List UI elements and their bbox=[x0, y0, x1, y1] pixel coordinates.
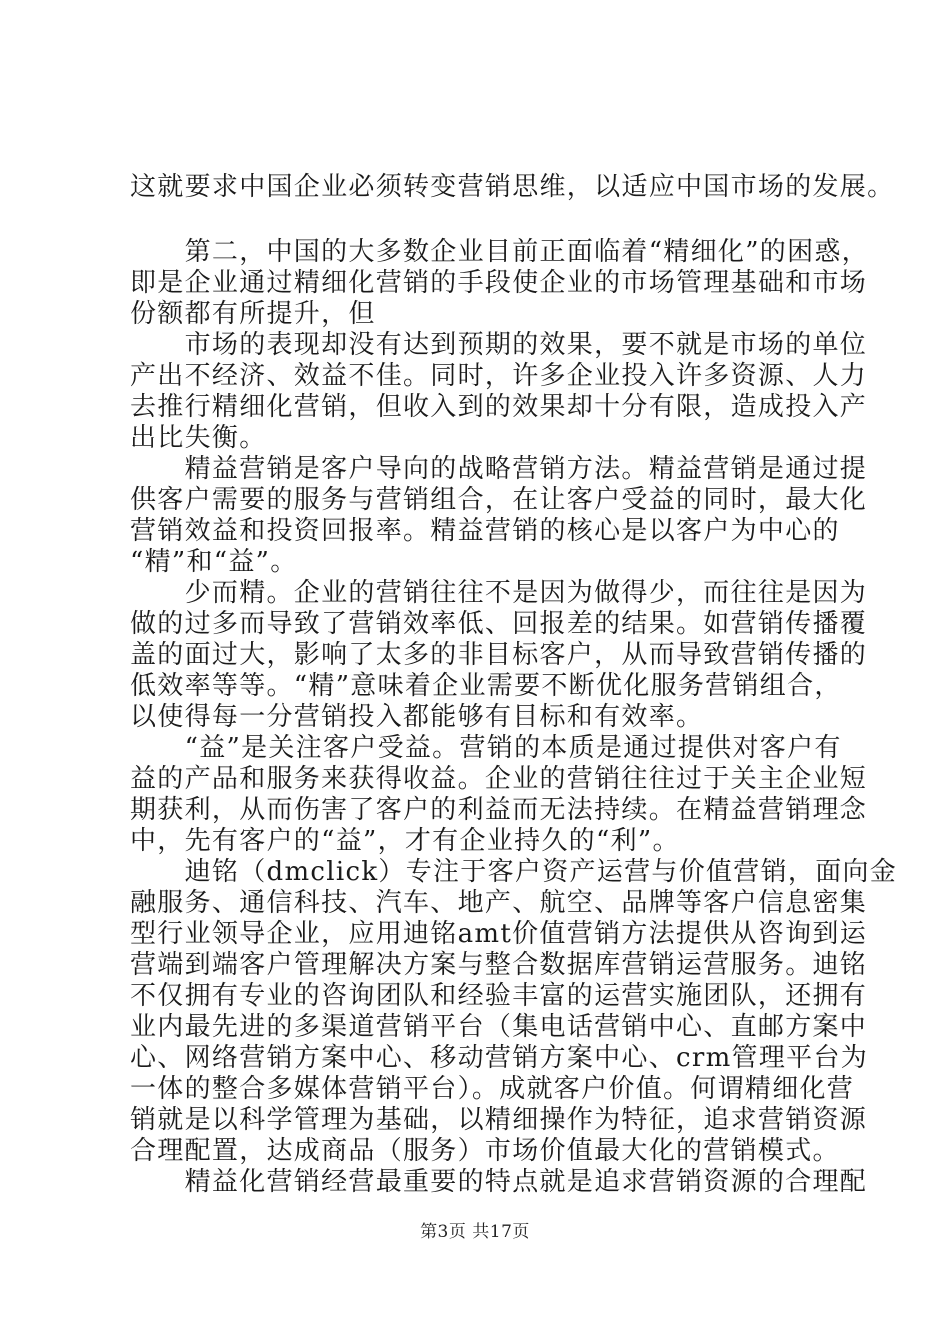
text-line: 低效率等等。“精”意味着企业需要不断优化服务营销组合， bbox=[130, 671, 842, 701]
text-line: 产出不经济、效益不佳。同时，许多企业投入许多资源、人力 bbox=[130, 361, 868, 391]
text-line: 迪铭（dmclick）专注于客户资产运营与价值营销，面向金 bbox=[130, 857, 898, 887]
text-line: 合理配置，达成商品（服务）市场价值最大化的营销模式。 bbox=[130, 1136, 840, 1166]
text-line: 融服务、通信科技、汽车、地产、航空、品牌等客户信息密集 bbox=[130, 888, 868, 918]
text-line: 营端到端客户管理解决方案与整合数据库营销运营服务。迪铭 bbox=[130, 950, 868, 980]
text-line: 中，先有客户的“益”，才有企业持久的“利”。 bbox=[130, 826, 680, 856]
text-line: 去推行精细化营销，但收入到的效果却十分有限，造成投入产 bbox=[130, 392, 868, 422]
text-line: 心、网络营销方案中心、移动营销方案中心、crm管理平台为 bbox=[130, 1043, 869, 1073]
text-line: “精”和“益”。 bbox=[130, 547, 298, 577]
text-line: 供客户需要的服务与营销组合，在让客户受益的同时，最大化 bbox=[130, 485, 868, 515]
text-line: 型行业领导企业，应用迪铭amt价值营销方法提供从咨询到运 bbox=[130, 919, 868, 949]
text-line: 份额都有所提升，但 bbox=[130, 299, 376, 329]
text-line: 不仅拥有专业的咨询团队和经验丰富的运营实施团队，还拥有 bbox=[130, 981, 868, 1011]
text-line: 精益营销是客户导向的战略营销方法。精益营销是通过提 bbox=[130, 454, 868, 484]
text-line: 以使得每一分营销投入都能够有目标和有效率。 bbox=[130, 702, 704, 732]
text-line: 即是企业通过精细化营销的手段使企业的市场管理基础和市场 bbox=[130, 268, 868, 298]
text-line: 第二，中国的大多数企业目前正面临着“精细化”的困惑， bbox=[130, 237, 869, 267]
text-line: 少而精。企业的营销往往不是因为做得少，而往往是因为 bbox=[130, 578, 868, 608]
text-line: 市场的表现却没有达到预期的效果，要不就是市场的单位 bbox=[130, 330, 868, 360]
text-line: 做的过多而导致了营销效率低、回报差的结果。如营销传播覆 bbox=[130, 609, 868, 639]
text-line: “益”是关注客户受益。营销的本质是通过提供对客户有 bbox=[130, 733, 842, 763]
page-number-footer: 第3页 共17页 bbox=[420, 1222, 530, 1242]
text-line: 精益化营销经营最重要的特点就是追求营销资源的合理配 bbox=[130, 1167, 868, 1197]
body-text bbox=[130, 172, 898, 1198]
text-line: 销就是以科学管理为基础，以精细操作为特征，追求营销资源 bbox=[130, 1105, 868, 1135]
text-line: 盖的面过大，影响了太多的非目标客户，从而导致营销传播的 bbox=[130, 640, 868, 670]
blank-line bbox=[130, 203, 830, 237]
text-line: 一体的整合多媒体营销平台）。成就客户价值。何谓精细化营 bbox=[130, 1074, 855, 1104]
text-line: 出比失衡。 bbox=[130, 423, 267, 453]
text-line: 益的产品和服务来获得收益。企业的营销往往过于关主企业短 bbox=[130, 764, 868, 794]
text-line: 业内最先进的多渠道营销平台（集电话营销中心、直邮方案中 bbox=[130, 1012, 868, 1042]
text-line: 这就要求中国企业必须转变营销思维，以适应中国市场的发展。 bbox=[130, 172, 895, 202]
text-line: 期获利，从而伤害了客户的利益而无法持续。在精益营销理念 bbox=[130, 795, 868, 825]
text-line: 营销效益和投资回报率。精益营销的核心是以客户为中心的 bbox=[130, 516, 840, 546]
